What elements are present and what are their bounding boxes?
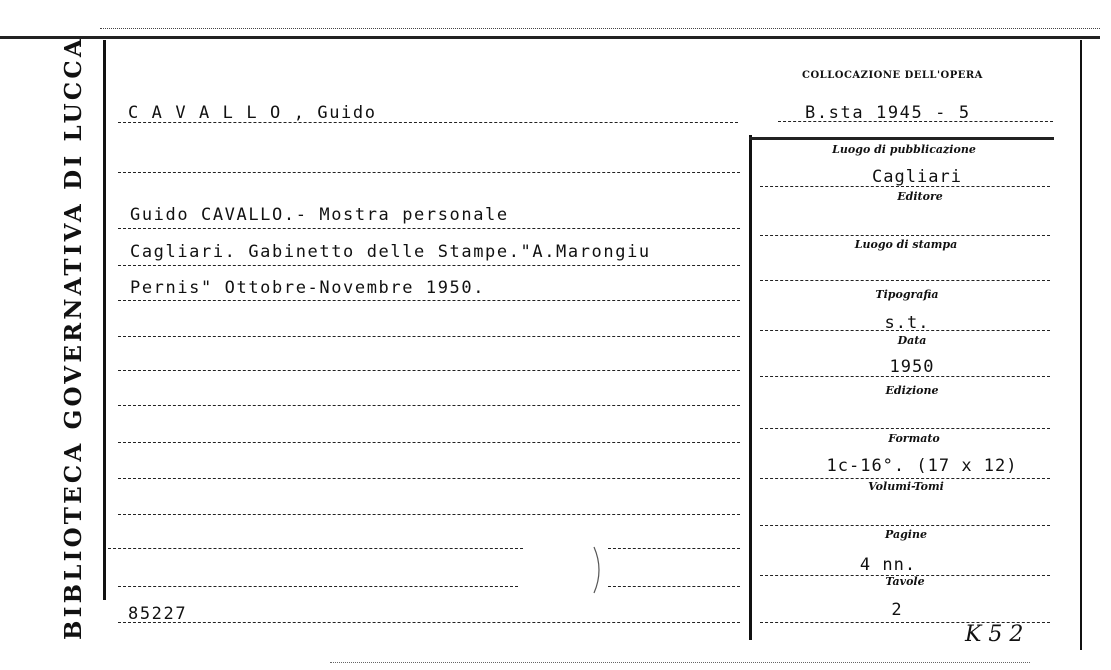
field-label-editore: Editore [897, 190, 943, 203]
shelfmark: B.sta 1945 - 5 [805, 103, 971, 123]
field-label-luogo-stampa: Luogo di stampa [854, 238, 958, 251]
field-value-pagine: 4 nn. [859, 555, 917, 575]
left-margin-line [103, 40, 106, 600]
ruled-line [118, 478, 740, 479]
field-rule [760, 428, 1050, 429]
collocation-header: COLLOCAZIONE DELL'OPERA [802, 70, 983, 81]
field-label-edizione: Edizione [885, 384, 939, 397]
ruled-line [118, 405, 740, 406]
inventory-rule [118, 622, 740, 623]
field-label-volumi-tomi: Volumi-Tomi [868, 480, 944, 493]
field-value-data: 1950 [889, 357, 935, 377]
stray-mark [590, 545, 610, 595]
shelfmark-rule [778, 121, 1053, 122]
inventory-number: 85227 [128, 604, 188, 624]
ruled-line [118, 300, 740, 301]
institution-title: BIBLIOTECA GOVERNATIVA DI LUCCA [60, 36, 87, 640]
field-value-formato: 1c-16°. (17 x 12) [826, 456, 1018, 476]
field-label-luogo-pubblicazione: Luogo di pubblicazione [832, 143, 976, 156]
field-rule [760, 330, 1050, 331]
handwritten-note: K 5 2 [965, 622, 1024, 647]
ruled-line [118, 442, 740, 443]
ruled-line [118, 514, 740, 515]
field-rule [760, 376, 1050, 377]
description-line-3: Pernis" Ottobre-Novembre 1950. [130, 278, 486, 298]
field-value-tavole: 2 [891, 600, 903, 620]
field-rule [760, 280, 1050, 281]
ruled-line [608, 548, 740, 549]
description-block [110, 205, 750, 305]
field-label-formato: Formato [888, 432, 940, 445]
field-rule [760, 235, 1050, 236]
ruled-line [108, 548, 523, 549]
ruled-line [118, 586, 518, 587]
right-edge-line [1080, 40, 1082, 650]
top-border-thin [100, 28, 1100, 29]
top-border [0, 36, 1100, 39]
author-rule [118, 122, 738, 123]
description-line-2: Cagliari. Gabinetto delle Stampe."A.Marongiu [130, 242, 651, 262]
field-label-data: Data [897, 334, 927, 347]
ruled-line [118, 336, 740, 337]
field-value-tipografia: s.t. [884, 313, 930, 333]
ruled-line [118, 172, 740, 173]
field-label-pagine: Pagine [885, 528, 927, 541]
ruled-line [118, 228, 740, 229]
field-value-luogo-pubblicazione: Cagliari [872, 167, 962, 187]
right-panel-top [749, 137, 1054, 140]
ruled-line [118, 265, 740, 266]
ruled-line [608, 586, 740, 587]
field-rule [760, 525, 1050, 526]
author-heading: C A V A L L O , Guido [128, 103, 377, 123]
bottom-edge [330, 662, 1030, 663]
description-line-1: Guido CAVALLO.- Mostra personale [130, 205, 509, 225]
field-rule [760, 186, 1050, 187]
field-rule [760, 478, 1050, 479]
ruled-line [118, 370, 740, 371]
field-label-tipografia: Tipografia [875, 288, 939, 301]
field-label-tavole: Tavole [885, 575, 925, 588]
